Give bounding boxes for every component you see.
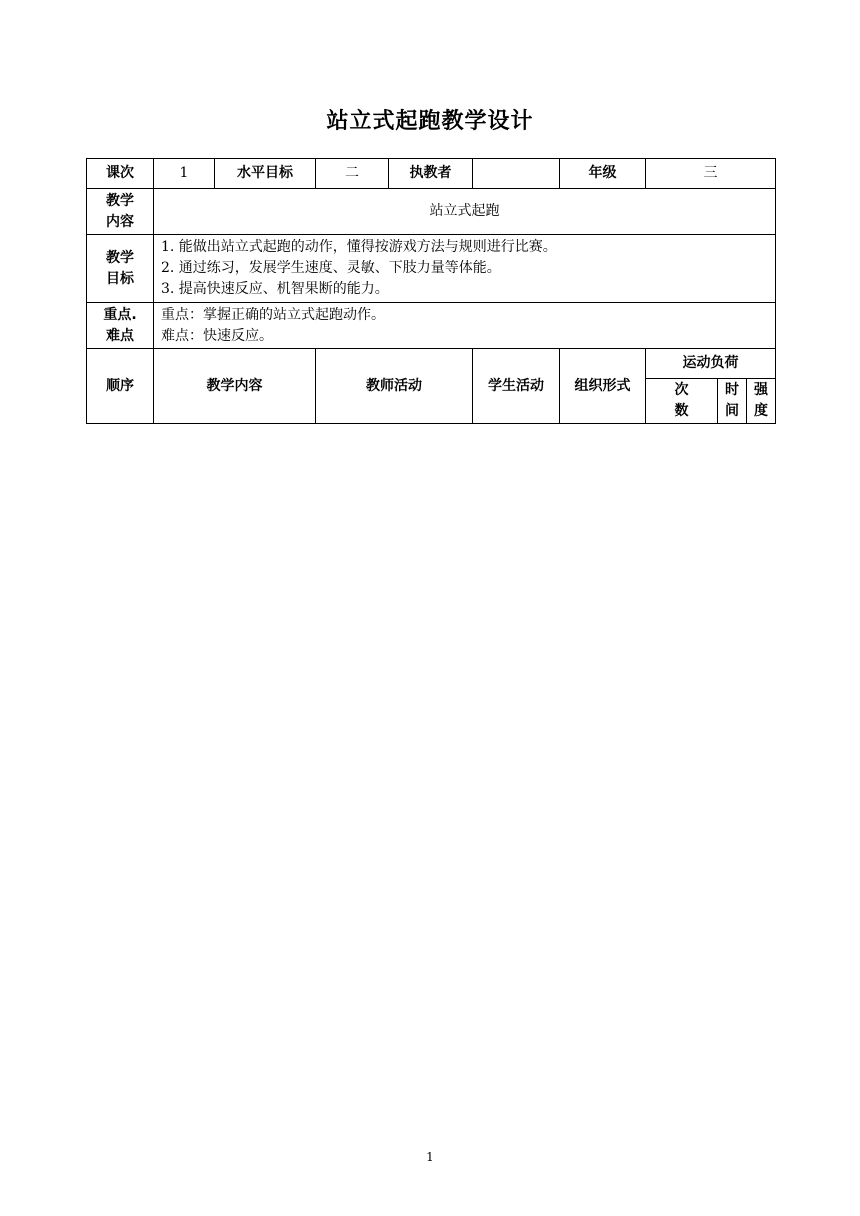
teacher-value: [473, 159, 560, 189]
lesson-label: 课次: [87, 159, 154, 189]
col-teacher: 教师活动: [316, 349, 473, 424]
objectives-label-line1: 教学: [106, 249, 134, 266]
objectives-label: [87, 235, 154, 303]
document-title: 站立式起跑教学设计: [326, 109, 534, 134]
lesson-value: 1: [154, 159, 215, 189]
grade-value: 三: [646, 159, 776, 189]
level-value: 二: [316, 159, 389, 189]
content-label: [87, 189, 154, 235]
col-organization: 组织形式: [560, 349, 646, 424]
difficult-point: 难点：快速反应。: [161, 327, 273, 344]
col-content: 教学内容: [154, 349, 316, 424]
header-row: [87, 159, 776, 189]
col-intensity-line1: 强: [754, 382, 768, 398]
objective-item: 2. 通过练习，发展学生速度、灵敏、下肢力量等体能。: [161, 260, 501, 276]
col-duration: [718, 379, 747, 424]
col-times-line2: 数: [674, 403, 689, 419]
col-load: 运动负荷: [646, 349, 776, 379]
content-label-line1: 教学: [106, 192, 134, 209]
key-points-label-line2: 难点: [106, 327, 134, 344]
objective-item: 3. 提高快速反应、机智果断的能力。: [161, 281, 389, 297]
teacher-label: 执教者: [389, 159, 473, 189]
content-row: [87, 189, 776, 235]
objective-item: 1. 能做出站立式起跑的动作，懂得按游戏方法与规则进行比赛。: [161, 239, 557, 255]
col-times-line1: 次: [674, 382, 689, 398]
key-points-label-line1: 重点.: [103, 306, 137, 323]
key-points-row: [87, 303, 776, 349]
col-intensity-line2: 度: [754, 403, 768, 419]
col-duration-line2: 间: [725, 403, 739, 419]
objectives-row: [87, 235, 776, 303]
col-duration-line1: 时: [725, 382, 739, 398]
grade-label: 年级: [560, 159, 646, 189]
col-order: 顺序: [87, 349, 154, 424]
col-intensity: [747, 379, 776, 424]
column-header-row: [87, 349, 776, 379]
col-times: [646, 379, 718, 424]
page-number: 1: [426, 1150, 434, 1164]
lesson-plan-table: [86, 158, 776, 424]
content-label-line2: 内容: [106, 213, 134, 230]
level-label: 水平目标: [215, 159, 316, 189]
key-points-text: [154, 303, 776, 349]
objectives-label-line2: 目标: [106, 270, 134, 287]
col-student: 学生活动: [473, 349, 560, 424]
objectives-list: [154, 235, 776, 303]
key-point: 重点：掌握正确的站立式起跑动作。: [161, 306, 385, 323]
key-points-label: [87, 303, 154, 349]
content-value: 站立式起跑: [154, 189, 776, 235]
